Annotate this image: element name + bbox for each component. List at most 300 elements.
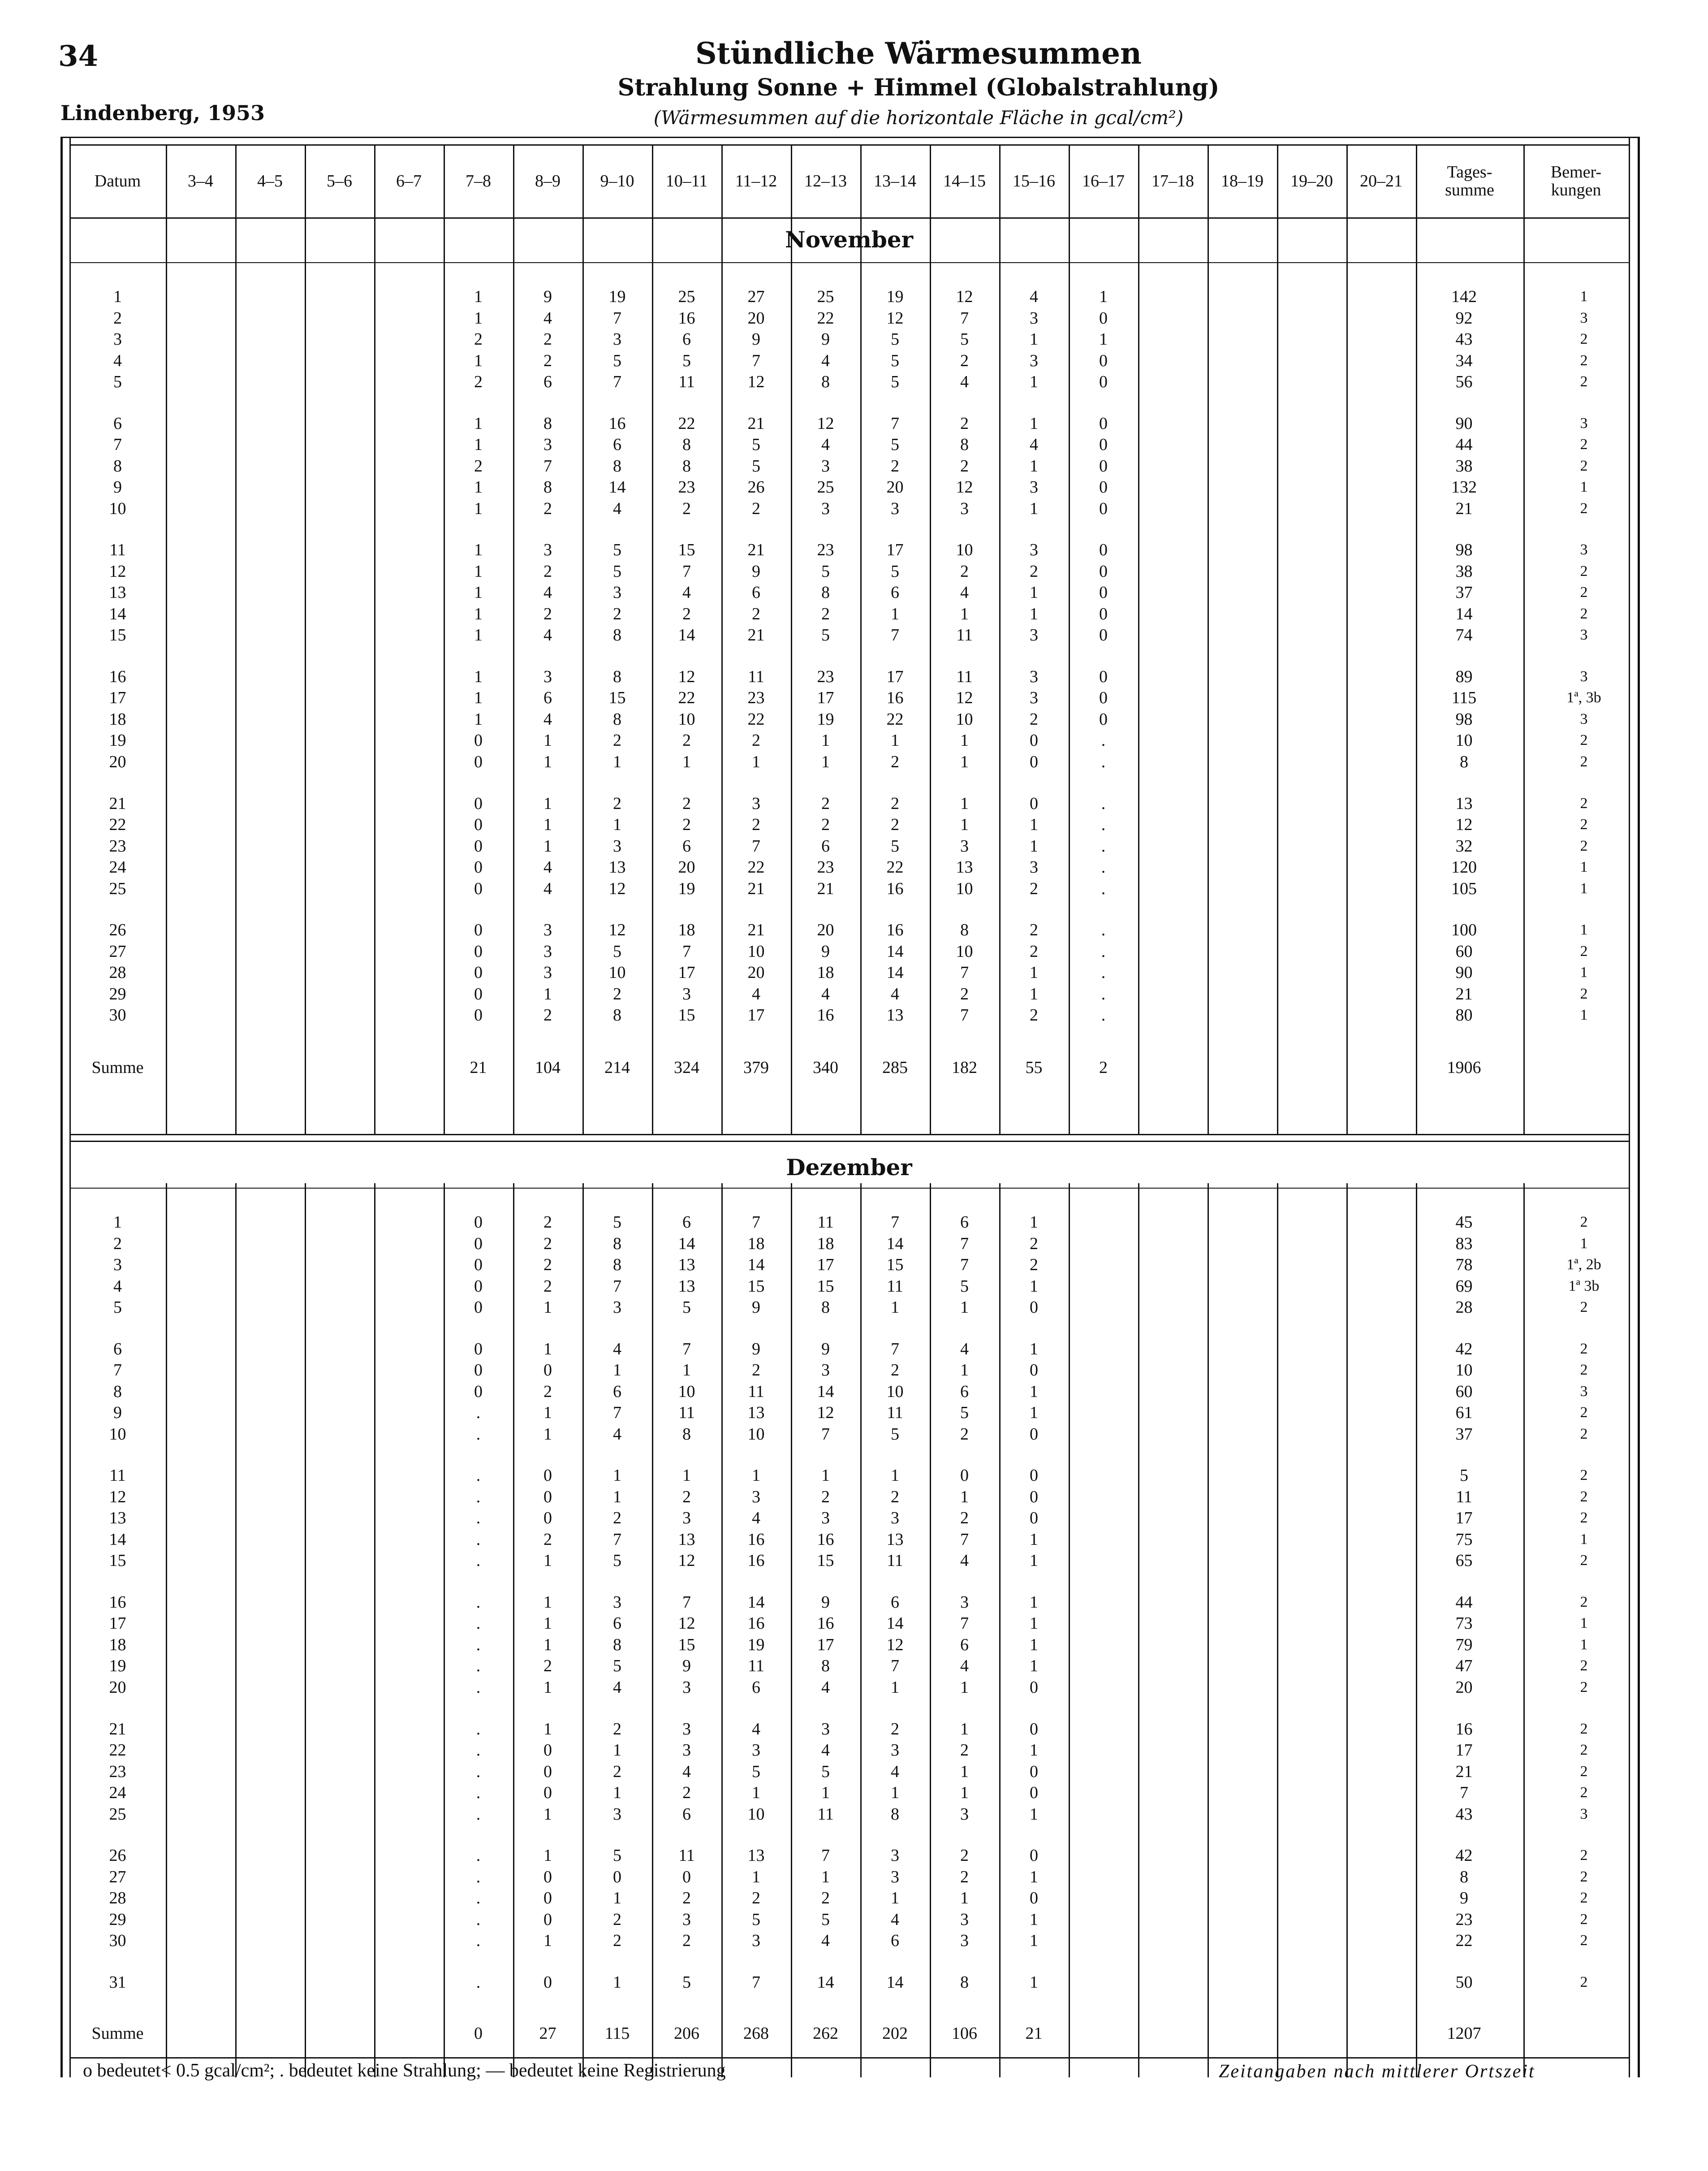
value-cell: 22 <box>747 858 765 877</box>
value-cell: 9 <box>752 1298 760 1317</box>
value-cell: 16 <box>747 1530 765 1549</box>
daily-total-cell: 90 <box>1455 414 1473 433</box>
daily-total-cell: 44 <box>1455 1592 1473 1612</box>
sum-cell: 285 <box>882 1058 908 1077</box>
value-cell: 18 <box>817 1234 834 1253</box>
value-cell: 4 <box>960 1339 969 1358</box>
value-cell: 8 <box>960 1972 969 1992</box>
value-cell: 5 <box>891 1424 899 1444</box>
sum-cell: 106 <box>952 2024 977 2043</box>
daily-total-cell: 43 <box>1455 1804 1473 1824</box>
remark-cell: 2 <box>1580 1720 1588 1737</box>
value-cell: 9 <box>682 1656 691 1676</box>
value-cell: 0 <box>543 1466 552 1485</box>
value-cell: 4 <box>821 435 830 454</box>
value-cell: 2 <box>543 1006 552 1025</box>
value-cell: 11 <box>817 1804 834 1824</box>
value-cell: 17 <box>886 541 904 560</box>
value-cell: 3 <box>960 1592 969 1612</box>
value-cell: 2 <box>891 1361 899 1380</box>
sum-cell: 206 <box>674 2024 699 2043</box>
value-cell: 10 <box>678 709 695 729</box>
value-cell: 17 <box>886 667 904 686</box>
value-cell: 1 <box>543 752 552 771</box>
value-cell: 2 <box>682 1931 691 1950</box>
value-cell: 15 <box>886 1255 904 1274</box>
value-cell: 0 <box>1099 372 1108 391</box>
value-cell: 2 <box>682 1889 691 1908</box>
value-cell: 5 <box>891 836 899 856</box>
month-label: November <box>785 226 913 253</box>
remark-cell: 2 <box>1580 732 1588 749</box>
value-cell: . <box>476 1614 481 1633</box>
value-cell: 1 <box>1030 1741 1038 1760</box>
value-cell: 2 <box>821 1889 830 1908</box>
remark-cell: 1 <box>1580 1636 1588 1653</box>
value-cell: 1 <box>1030 1339 1038 1358</box>
value-cell: 11 <box>678 1403 695 1423</box>
value-cell: . <box>1101 879 1106 898</box>
value-cell: 7 <box>752 351 760 370</box>
value-cell: 16 <box>747 1551 765 1570</box>
value-cell: 16 <box>817 1614 834 1633</box>
date-cell: 2 <box>113 1234 122 1253</box>
value-cell: 0 <box>1030 1487 1038 1506</box>
value-cell: 1 <box>960 731 969 750</box>
value-cell: 11 <box>817 1213 834 1232</box>
value-cell: 0 <box>1030 731 1038 750</box>
value-cell: 1 <box>474 667 483 686</box>
remark-cell: 2 <box>1580 352 1588 369</box>
value-cell: 0 <box>682 1867 691 1886</box>
date-cell: 27 <box>109 942 126 961</box>
value-cell: 4 <box>752 1509 760 1528</box>
value-cell: 1 <box>1030 583 1038 602</box>
value-cell: 8 <box>543 478 552 497</box>
value-cell: 3 <box>543 435 552 454</box>
daily-total-cell: 60 <box>1455 942 1473 961</box>
value-cell: 1 <box>682 1466 691 1485</box>
value-cell: 2 <box>960 984 969 1003</box>
daily-total-cell: 89 <box>1455 667 1473 686</box>
value-cell: 7 <box>752 1972 760 1992</box>
value-cell: 5 <box>821 1762 830 1781</box>
date-cell: 21 <box>109 794 126 813</box>
value-cell: 0 <box>474 1234 483 1253</box>
daily-total-cell: 42 <box>1455 1846 1473 1865</box>
value-cell: 2 <box>543 562 552 581</box>
value-cell: 12 <box>956 688 973 708</box>
value-cell: 16 <box>817 1006 834 1025</box>
date-cell: 6 <box>113 414 122 433</box>
daily-total-cell: 132 <box>1451 478 1477 497</box>
value-cell: 0 <box>1099 414 1108 433</box>
value-cell: 3 <box>543 667 552 686</box>
value-cell: 22 <box>678 688 695 708</box>
value-cell: 6 <box>682 1213 691 1232</box>
value-cell: . <box>1101 984 1106 1003</box>
value-cell: 0 <box>474 836 483 856</box>
date-cell: 7 <box>113 435 122 454</box>
remark-cell: 2 <box>1580 605 1588 622</box>
value-cell: 2 <box>613 1719 621 1739</box>
value-cell: 23 <box>817 541 834 560</box>
remark-cell: 2 <box>1580 1890 1588 1907</box>
value-cell: 13 <box>678 1276 695 1296</box>
value-cell: 0 <box>1030 1762 1038 1781</box>
value-cell: 2 <box>752 499 760 518</box>
value-cell: 20 <box>886 478 904 497</box>
value-cell: 1 <box>960 1783 969 1802</box>
date-cell: 5 <box>113 1298 122 1317</box>
value-cell: 3 <box>752 1931 760 1950</box>
value-cell: 3 <box>1030 626 1038 645</box>
value-cell: 5 <box>821 562 830 581</box>
value-cell: 2 <box>543 1255 552 1274</box>
value-cell: 6 <box>543 372 552 391</box>
sum-cell: 0 <box>474 2024 483 2043</box>
value-cell: 2 <box>1030 1234 1038 1253</box>
value-cell: . <box>1101 815 1106 834</box>
value-cell: 16 <box>886 921 904 940</box>
value-cell: 26 <box>747 478 765 497</box>
value-cell: 22 <box>678 414 695 433</box>
value-cell: 1 <box>474 604 483 623</box>
frame-left <box>60 137 63 2077</box>
value-cell: 1 <box>613 1487 621 1506</box>
value-cell: 18 <box>678 921 695 940</box>
value-cell: 22 <box>817 308 834 328</box>
value-cell: 20 <box>747 963 765 982</box>
value-cell: 11 <box>678 1846 695 1865</box>
value-cell: 2 <box>543 1213 552 1232</box>
value-cell: 1 <box>543 731 552 750</box>
date-cell: 30 <box>109 1931 126 1950</box>
value-cell: 21 <box>747 541 765 560</box>
value-cell: . <box>1101 794 1106 813</box>
daily-total-cell: 16 <box>1455 1719 1473 1739</box>
value-cell: 1 <box>474 541 483 560</box>
value-cell: 1 <box>1099 287 1108 306</box>
value-cell: 3 <box>891 499 899 518</box>
value-cell: 10 <box>956 541 973 560</box>
remark-cell: 2 <box>1580 816 1588 833</box>
date-cell: 16 <box>109 667 126 686</box>
value-cell: 0 <box>1099 667 1108 686</box>
month-rule <box>69 1188 1629 1189</box>
grid-vline <box>166 1183 167 2077</box>
value-cell: 4 <box>1030 287 1038 306</box>
value-cell: 4 <box>821 1678 830 1697</box>
date-cell: 3 <box>113 1255 122 1274</box>
value-cell: 1 <box>1030 330 1038 349</box>
value-cell: 2 <box>613 604 621 623</box>
col-hour-header: 20–21 <box>1360 172 1402 191</box>
value-cell: 4 <box>543 308 552 328</box>
value-cell: 4 <box>752 984 760 1003</box>
sum-total-cell: 1906 <box>1447 1058 1481 1077</box>
value-cell: 1 <box>613 752 621 771</box>
value-cell: 0 <box>1099 351 1108 370</box>
date-cell: 25 <box>109 1804 126 1824</box>
value-cell: 2 <box>1030 879 1038 898</box>
value-cell: 6 <box>682 330 691 349</box>
value-cell: . <box>476 1762 481 1781</box>
value-cell: 2 <box>543 1656 552 1676</box>
value-cell: 0 <box>474 752 483 771</box>
daily-total-cell: 98 <box>1455 709 1473 729</box>
value-cell: 1 <box>474 626 483 645</box>
daily-total-cell: 37 <box>1455 583 1473 602</box>
date-cell: 26 <box>109 1846 126 1865</box>
daily-total-cell: 61 <box>1455 1403 1473 1423</box>
value-cell: 1 <box>1030 499 1038 518</box>
daily-total-cell: 73 <box>1455 1614 1473 1633</box>
remark-cell: 2 <box>1580 1404 1588 1421</box>
date-cell: 10 <box>109 499 126 518</box>
value-cell: . <box>1101 942 1106 961</box>
value-cell: 0 <box>1030 1719 1038 1739</box>
value-cell: 5 <box>613 1551 621 1570</box>
value-cell: 22 <box>886 709 904 729</box>
table-bottom <box>69 2057 1629 2059</box>
value-cell: 21 <box>747 921 765 940</box>
remark-cell: 2 <box>1580 1488 1588 1505</box>
value-cell: 1 <box>1030 1530 1038 1549</box>
sum-cell: 2 <box>1099 1058 1108 1077</box>
value-cell: 8 <box>613 667 621 686</box>
value-cell: 1 <box>960 1889 969 1908</box>
grid-vline <box>1346 1183 1348 2077</box>
value-cell: 7 <box>613 1403 621 1423</box>
value-cell: 1 <box>543 1846 552 1865</box>
remark-cell: 2 <box>1580 436 1588 453</box>
value-cell: 0 <box>1099 499 1108 518</box>
value-cell: 0 <box>1099 478 1108 497</box>
value-cell: 1 <box>613 1783 621 1802</box>
remark-cell: 2 <box>1580 1742 1588 1758</box>
date-cell: 21 <box>109 1719 126 1739</box>
daily-total-cell: 13 <box>1455 794 1473 813</box>
value-cell: 7 <box>613 372 621 391</box>
value-cell: 7 <box>960 1255 969 1274</box>
value-cell: 2 <box>682 604 691 623</box>
col-total-header: Tages- summe <box>1445 163 1494 199</box>
remark-cell: 2 <box>1580 1868 1588 1885</box>
value-cell: 14 <box>817 1972 834 1992</box>
value-cell: 5 <box>752 456 760 476</box>
col-hour-header: 14–15 <box>943 172 986 191</box>
value-cell: . <box>476 1551 481 1570</box>
month-rule <box>69 262 1629 263</box>
value-cell: 4 <box>960 1656 969 1676</box>
value-cell: 1 <box>891 1678 899 1697</box>
value-cell: 7 <box>960 308 969 328</box>
daily-total-cell: 9 <box>1460 1889 1468 1908</box>
daily-total-cell: 11 <box>1456 1487 1472 1506</box>
remark-cell: 1 <box>1580 1007 1588 1024</box>
value-cell: 6 <box>613 435 621 454</box>
sum-cell: 340 <box>813 1058 838 1077</box>
value-cell: 1 <box>474 414 483 433</box>
daily-total-cell: 105 <box>1451 879 1477 898</box>
remark-cell: 2 <box>1580 1362 1588 1379</box>
value-cell: 8 <box>821 583 830 602</box>
remark-cell: 1 <box>1580 1615 1588 1632</box>
value-cell: 2 <box>821 604 830 623</box>
daily-total-cell: 32 <box>1455 836 1473 856</box>
frame-right-inner <box>1629 137 1630 2077</box>
date-cell: 4 <box>113 1276 122 1296</box>
value-cell: 1 <box>1030 1382 1038 1401</box>
value-cell: 2 <box>543 1382 552 1401</box>
value-cell: 1 <box>960 1487 969 1506</box>
sum-cell: 55 <box>1025 1058 1043 1077</box>
value-cell: 3 <box>613 583 621 602</box>
value-cell: 2 <box>960 1424 969 1444</box>
value-cell: 3 <box>752 794 760 813</box>
value-cell: 2 <box>960 1867 969 1886</box>
value-cell: 13 <box>608 858 626 877</box>
grid-vline <box>235 144 237 1135</box>
value-cell: 8 <box>543 414 552 433</box>
value-cell: 0 <box>1030 1424 1038 1444</box>
daily-total-cell: 78 <box>1455 1255 1473 1274</box>
sum-cell: 104 <box>535 1058 561 1077</box>
value-cell: 10 <box>886 1382 904 1401</box>
value-cell: 4 <box>821 1741 830 1760</box>
value-cell: 0 <box>1099 604 1108 623</box>
daily-total-cell: 20 <box>1455 1678 1473 1697</box>
sum-cell: 214 <box>604 1058 630 1077</box>
grid-vline <box>305 1183 306 2077</box>
remark-cell: 2 <box>1580 1299 1588 1315</box>
value-cell: 4 <box>543 583 552 602</box>
daily-total-cell: 10 <box>1455 731 1473 750</box>
value-cell: 25 <box>817 478 834 497</box>
value-cell: 1 <box>960 1678 969 1697</box>
date-cell: 15 <box>109 626 126 645</box>
value-cell: 1 <box>613 1466 621 1485</box>
value-cell: 2 <box>543 351 552 370</box>
date-cell: 28 <box>109 963 126 982</box>
date-cell: 10 <box>109 1424 126 1444</box>
value-cell: 4 <box>543 879 552 898</box>
remark-cell: 1ª, 3b <box>1566 689 1601 706</box>
value-cell: 1 <box>474 435 483 454</box>
grid-vline <box>1277 1183 1278 2077</box>
value-cell: 11 <box>887 1403 903 1423</box>
col-hour-header: 15–16 <box>1013 172 1055 191</box>
col-hour-header: 3–4 <box>188 172 213 191</box>
value-cell: 7 <box>543 456 552 476</box>
value-cell: 0 <box>474 1006 483 1025</box>
value-cell: 8 <box>613 709 621 729</box>
value-cell: 8 <box>613 1635 621 1654</box>
value-cell: 7 <box>682 942 691 961</box>
daily-total-cell: 21 <box>1455 499 1473 518</box>
value-cell: . <box>476 1424 481 1444</box>
date-cell: 29 <box>109 984 126 1003</box>
value-cell: 3 <box>821 456 830 476</box>
value-cell: 1 <box>474 351 483 370</box>
value-cell: 3 <box>821 1509 830 1528</box>
value-cell: 15 <box>678 1006 695 1025</box>
value-cell: 3 <box>960 1931 969 1950</box>
value-cell: 1 <box>960 1762 969 1781</box>
value-cell: 6 <box>960 1382 969 1401</box>
value-cell: 0 <box>543 1910 552 1929</box>
daily-total-cell: 38 <box>1455 562 1473 581</box>
value-cell: 2 <box>613 984 621 1003</box>
value-cell: 2 <box>752 1889 760 1908</box>
value-cell: 11 <box>748 667 764 686</box>
value-cell: 1 <box>1030 1635 1038 1654</box>
value-cell: 0 <box>1099 583 1108 602</box>
value-cell: 1 <box>1030 815 1038 834</box>
page-title: Stündliche Wärmesummen <box>695 36 1142 71</box>
value-cell: . <box>1101 921 1106 940</box>
frame-top-inner <box>69 144 1629 146</box>
value-cell: 0 <box>474 1276 483 1296</box>
value-cell: 1 <box>1030 1656 1038 1676</box>
value-cell: 0 <box>474 794 483 813</box>
sum-label: Summe <box>91 2024 144 2043</box>
remark-cell: 3 <box>1580 1805 1588 1822</box>
sum-cell: 202 <box>882 2024 908 2043</box>
daily-total-cell: 42 <box>1455 1339 1473 1358</box>
value-cell: 1 <box>613 1741 621 1760</box>
value-cell: 4 <box>891 984 899 1003</box>
value-cell: 18 <box>747 1234 765 1253</box>
value-cell: 2 <box>1030 562 1038 581</box>
value-cell: . <box>476 1466 481 1485</box>
value-cell: 1 <box>543 836 552 856</box>
value-cell: 14 <box>886 963 904 982</box>
value-cell: 5 <box>821 626 830 645</box>
value-cell: 3 <box>1030 308 1038 328</box>
remark-cell: 2 <box>1580 1763 1588 1780</box>
value-cell: 3 <box>1030 478 1038 497</box>
value-cell: 3 <box>682 1719 691 1739</box>
value-cell: 3 <box>682 1678 691 1697</box>
value-cell: 3 <box>821 1719 830 1739</box>
value-cell: 3 <box>821 1361 830 1380</box>
value-cell: 7 <box>682 1339 691 1358</box>
date-cell: 18 <box>109 709 126 729</box>
value-cell: 1 <box>1030 963 1038 982</box>
date-cell: 12 <box>109 562 126 581</box>
value-cell: 1 <box>960 1719 969 1739</box>
date-cell: 8 <box>113 1382 122 1401</box>
remark-cell: 1 <box>1580 964 1588 981</box>
grid-vline <box>305 144 306 1135</box>
value-cell: 7 <box>960 1234 969 1253</box>
value-cell: 7 <box>960 1614 969 1633</box>
value-cell: 4 <box>682 1762 691 1781</box>
value-cell: 27 <box>747 287 765 306</box>
value-cell: 8 <box>960 435 969 454</box>
value-cell: 1 <box>821 731 830 750</box>
value-cell: 2 <box>960 1846 969 1865</box>
remark-cell: 3 <box>1580 627 1588 644</box>
grid-vline <box>1138 1183 1139 2077</box>
date-cell: 24 <box>109 1783 126 1802</box>
date-cell: 4 <box>113 351 122 370</box>
value-cell: 2 <box>1030 1255 1038 1274</box>
value-cell: 3 <box>960 836 969 856</box>
value-cell: 6 <box>891 1592 899 1612</box>
